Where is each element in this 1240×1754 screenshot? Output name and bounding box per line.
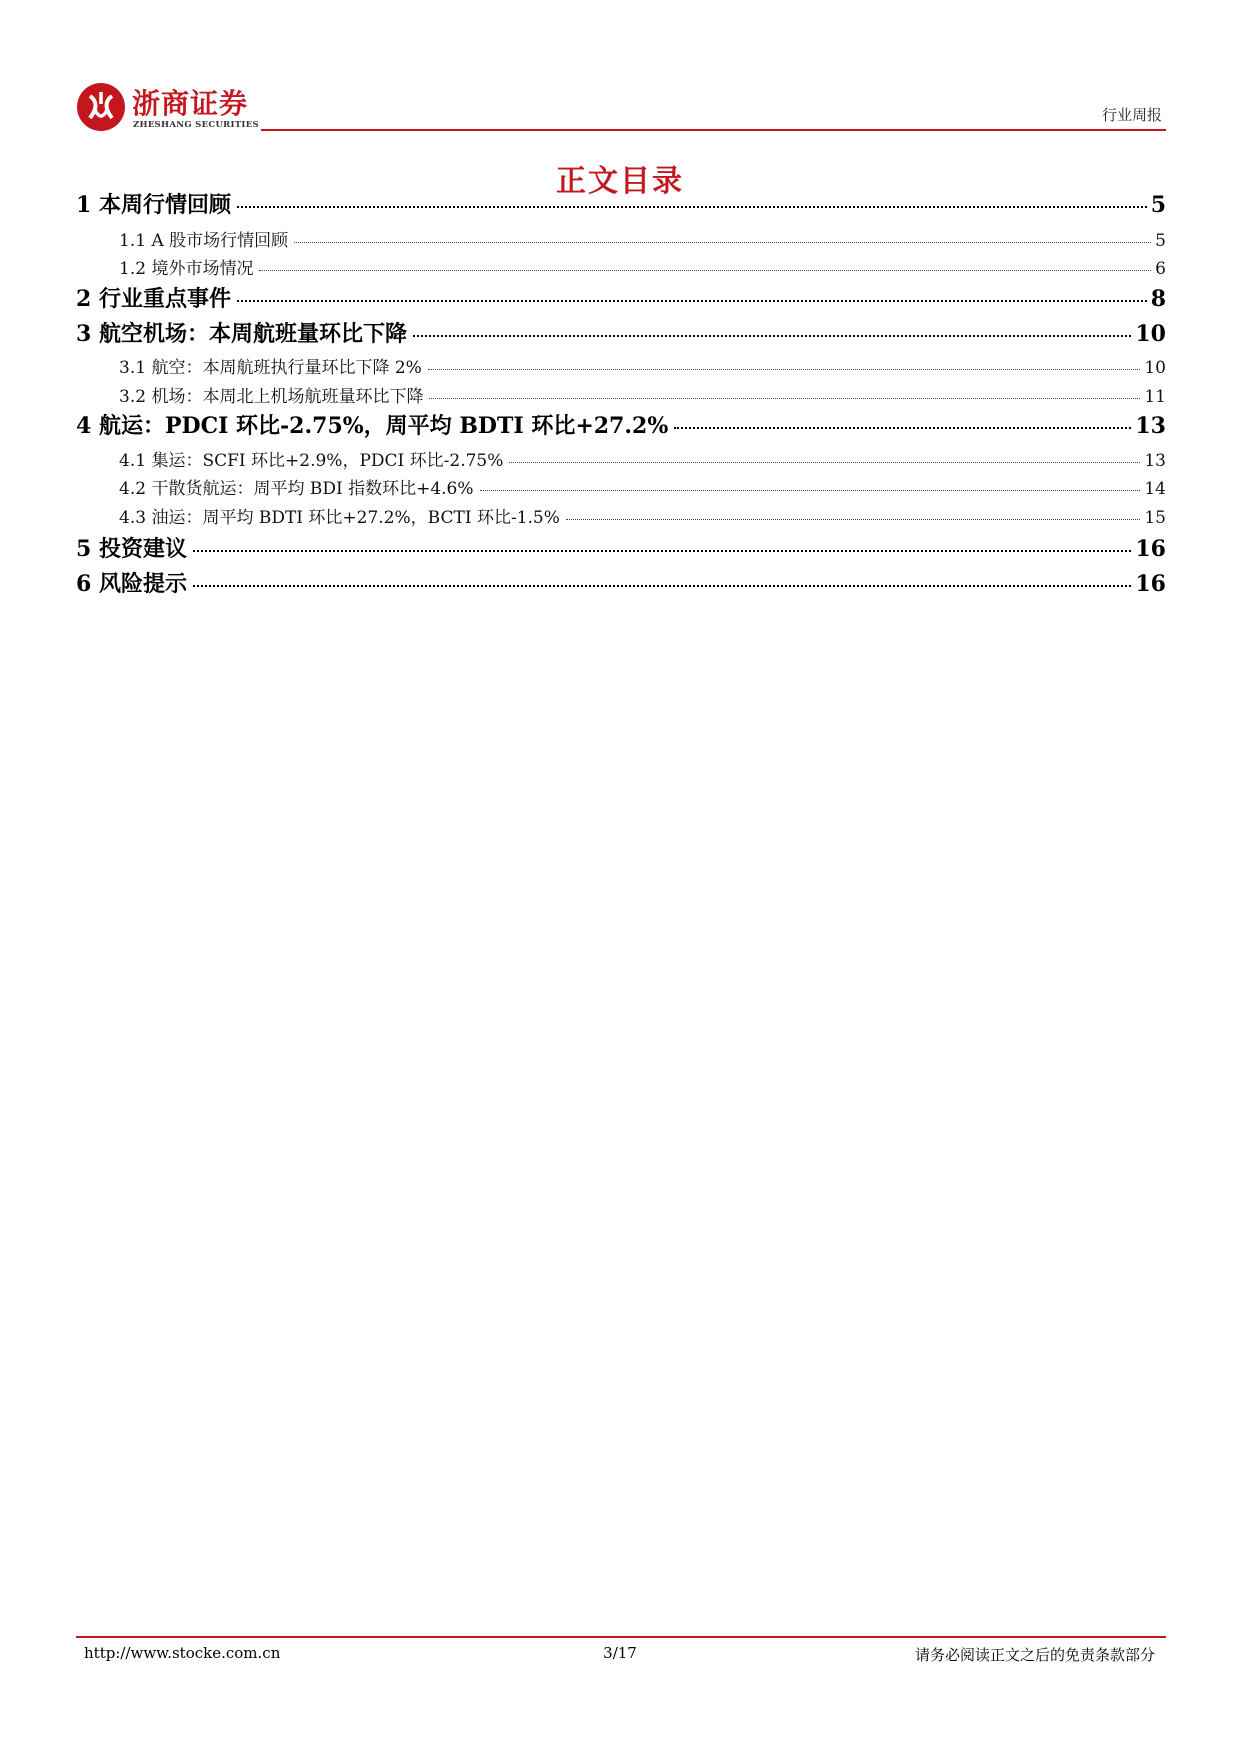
report-type-label: 行业周报 xyxy=(1101,106,1162,124)
zheshang-logo-icon xyxy=(76,82,126,132)
toc-entry-page[interactable]: 16 xyxy=(1135,536,1166,562)
toc-entry-label[interactable]: 1.2 境外市场情况 xyxy=(119,259,254,279)
toc-entry-page[interactable]: 16 xyxy=(1135,571,1166,597)
toc-entry[interactable] xyxy=(76,567,1166,598)
toc-entry[interactable] xyxy=(119,254,1166,279)
toc-entry[interactable] xyxy=(76,532,1166,563)
footer-url[interactable]: http://www.stocke.com.cn xyxy=(84,1644,281,1662)
logo-chinese-name: 浙商证券 xyxy=(132,87,249,120)
toc-dot-leader xyxy=(509,462,1140,463)
toc-entry-label[interactable]: 2 行业重点事件 xyxy=(76,286,231,312)
toc-entry-label[interactable]: 5 投资建议 xyxy=(76,536,187,562)
toc-entry-label[interactable]: 4 航运：PDCI 环比-2.75%，周平均 BDTI 环比+27.2% xyxy=(76,413,669,439)
toc-entry-page[interactable]: 5 xyxy=(1150,192,1166,218)
toc-entry[interactable] xyxy=(119,446,1166,471)
toc-entry-label[interactable]: 1 本周行情回顾 xyxy=(76,192,231,218)
toc-entry[interactable] xyxy=(76,282,1166,313)
toc-dot-leader xyxy=(237,300,1147,302)
toc-entry[interactable] xyxy=(76,409,1166,440)
toc-entry-page[interactable]: 11 xyxy=(1144,387,1166,407)
toc-dot-leader xyxy=(428,369,1141,370)
toc-entry[interactable] xyxy=(119,503,1166,528)
logo-english-name: ZHESHANG SECURITIES xyxy=(133,120,259,130)
header-divider xyxy=(261,129,1166,131)
toc-dot-leader xyxy=(413,335,1131,337)
toc-entry[interactable] xyxy=(119,382,1166,407)
toc-title: 正文目录 xyxy=(556,164,684,199)
page-header xyxy=(76,80,1166,132)
toc-entry-label[interactable]: 4.3 油运：周平均 BDTI 环比+27.2%，BCTI 环比-1.5% xyxy=(119,508,560,528)
toc-dot-leader xyxy=(429,398,1140,399)
toc-dot-leader xyxy=(193,550,1131,552)
toc-entry[interactable] xyxy=(119,353,1166,378)
toc-entry-label[interactable]: 6 风险提示 xyxy=(76,571,187,597)
toc-entry[interactable] xyxy=(76,317,1166,348)
company-logo xyxy=(76,80,276,132)
page-number: 3/17 xyxy=(603,1644,637,1662)
disclaimer-note: 请务必阅读正文之后的免责条款部分 xyxy=(914,1646,1155,1664)
toc-dot-leader xyxy=(193,585,1131,587)
toc-entry-label[interactable]: 1.1 A 股市场行情回顾 xyxy=(119,231,289,251)
toc-entry-page[interactable]: 15 xyxy=(1144,508,1166,528)
toc-entry[interactable] xyxy=(76,188,1166,219)
toc-entry-page[interactable]: 14 xyxy=(1144,479,1166,499)
toc-entry-page[interactable]: 6 xyxy=(1155,259,1166,279)
toc-entry-label[interactable]: 4.1 集运：SCFI 环比+2.9%，PDCI 环比-2.75% xyxy=(119,451,504,471)
toc-entry-label[interactable]: 3.2 机场：本周北上机场航班量环比下降 xyxy=(119,387,424,407)
toc-entry-page[interactable]: 8 xyxy=(1150,286,1166,312)
toc-entry-page[interactable]: 5 xyxy=(1155,231,1166,251)
toc-dot-leader xyxy=(566,519,1140,520)
toc-entry-label[interactable]: 3 航空机场：本周航班量环比下降 xyxy=(76,321,407,347)
toc-entry-page[interactable]: 13 xyxy=(1144,451,1166,471)
toc-entry-page[interactable]: 10 xyxy=(1144,358,1166,378)
toc-dot-leader xyxy=(674,427,1131,429)
footer-divider xyxy=(76,1636,1166,1638)
toc-entry[interactable] xyxy=(119,226,1166,251)
toc-entry-label[interactable]: 3.1 航空：本周航班执行量环比下降 2% xyxy=(119,358,422,378)
toc-dot-leader xyxy=(294,242,1151,243)
toc-dot-leader xyxy=(237,206,1147,208)
toc-entry[interactable] xyxy=(119,474,1166,499)
toc-dot-leader xyxy=(259,270,1151,271)
toc-entry-page[interactable]: 13 xyxy=(1135,413,1166,439)
toc-entry-label[interactable]: 4.2 干散货航运：周平均 BDI 指数环比+4.6% xyxy=(119,479,474,499)
toc-entry-page[interactable]: 10 xyxy=(1135,321,1166,347)
toc-dot-leader xyxy=(480,490,1141,491)
